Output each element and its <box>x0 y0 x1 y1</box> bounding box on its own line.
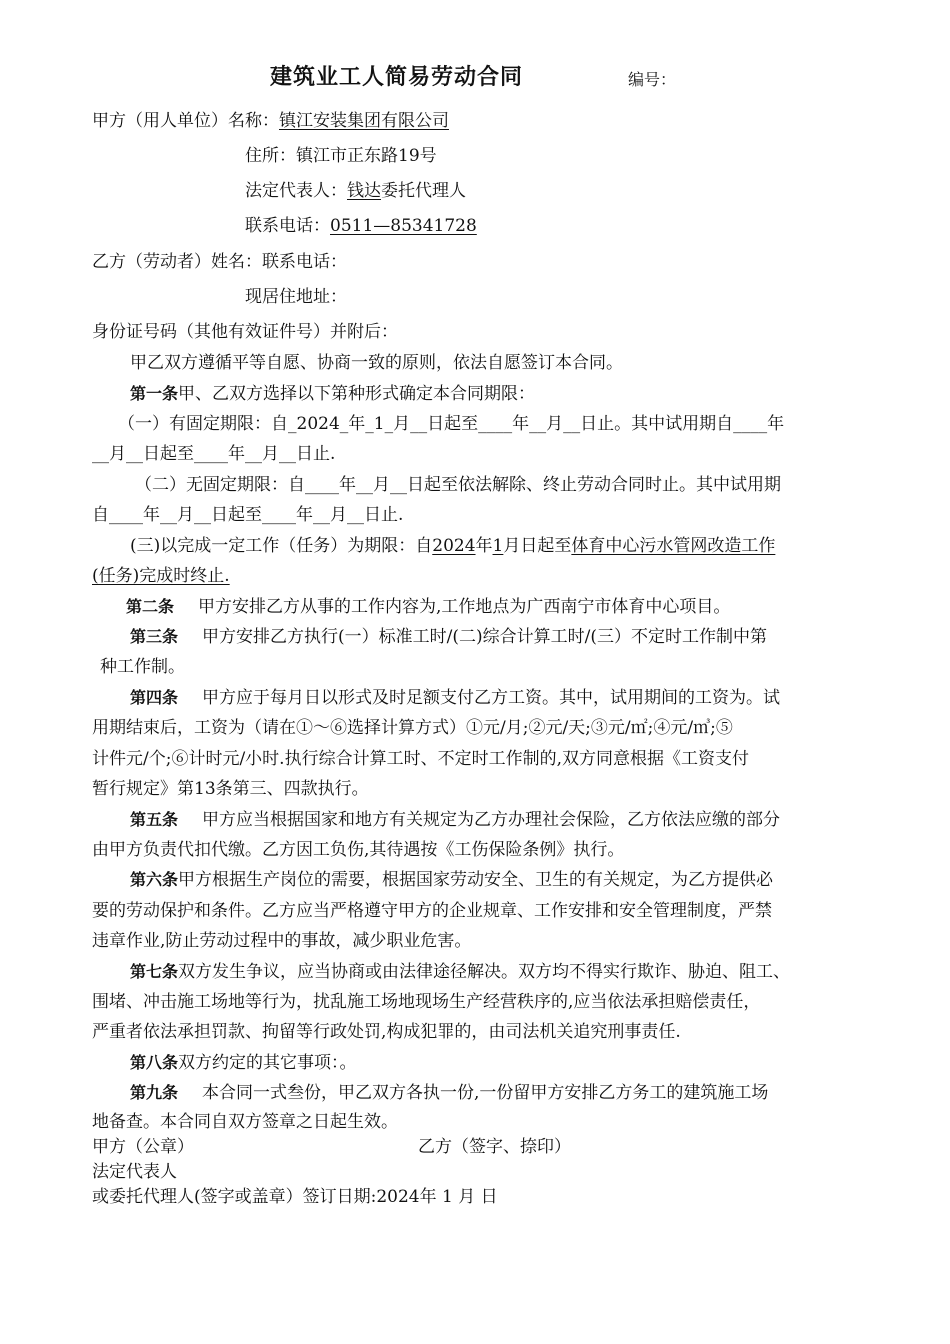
party-a-rep-label: 法定代表人： <box>245 181 347 201</box>
article-1-text: 甲、乙双方选择以下第种形式确定本合同期限： <box>178 384 536 404</box>
article-3-line-2: 种工作制。 <box>100 657 185 677</box>
option-3-task: 体育中心污水管网改造工作 <box>571 536 776 556</box>
article-1 <box>130 383 535 405</box>
article-1-option-3-line-2: (任务)完成时终止. <box>92 566 230 586</box>
party-a-rep-line <box>245 180 466 202</box>
article-1-option-1-line-1: （一）有固定期限：自_2024_年_1_月__日起至____年__月__日止。其中试用期自____年 <box>118 414 785 434</box>
party-b-id-line: 身份证号码（其他有效证件号）并附后： <box>92 322 398 342</box>
article-9-line-1 <box>130 1082 768 1104</box>
article-7-line-1 <box>130 961 790 983</box>
article-7-line-2: 围堵、冲击施工场地等行为，扰乱施工场地现场生产经营秩序的,应当依法承担赔偿责任， <box>92 992 761 1012</box>
party-a-phone-line <box>245 215 477 237</box>
party-b-name-line: 乙方（劳动者）姓名：联系电话： <box>92 252 347 272</box>
party-a-phone-label: 联系电话： <box>245 216 330 236</box>
option-3-year: 2024 <box>432 536 476 556</box>
legal-rep-sign-label: 法定代表人 <box>92 1162 177 1182</box>
article-8-text: 双方约定的其它事项：。 <box>178 1053 357 1073</box>
party-a-address-line <box>245 145 437 167</box>
article-4-text: 甲方应于每月日以形式及时足额支付乙方工资。其中，试用期间的工资为。试 <box>202 688 781 708</box>
article-9-heading: 第九条 <box>130 1083 179 1102</box>
article-7-line-3: 严重者依法承担罚款、拘留等行政处罚,构成犯罪的，由司法机关追究刑事责任. <box>92 1022 681 1042</box>
article-1-heading: 第一条 <box>130 384 179 403</box>
contract-number-label: 编号： <box>628 70 677 89</box>
party-a-name-label: 甲方（用人单位）名称： <box>92 111 279 131</box>
option-3-month: 1 <box>492 536 504 556</box>
party-a-seal-label: 甲方（公章） <box>92 1137 194 1157</box>
article-4-line-2: 用期结束后，工资为（请在①～⑥选择计算方式）①元/月;②元/天;③元/㎡;④元/㎥;⑤ <box>92 718 733 738</box>
article-4-line-3: 计件元/个;⑥计时元/小时.执行综合计算工时、不定时工作制的,双方同意根据《工资支付 <box>92 749 749 769</box>
article-3-text: 甲方安排乙方执行(一）标准工时/(二)综合计算工时/(三）不定时工作制中第 <box>202 627 767 647</box>
agent-sign-date-line: 或委托代理人(签字或盖章）签订日期:2024年 1 月 日 <box>92 1187 498 1207</box>
article-7-text: 双方发生争议，应当协商或由法律途径解决。双方均不得实行欺诈、胁迫、阻工、 <box>178 962 791 982</box>
party-a-agent-label: 委托代理人 <box>381 181 466 201</box>
article-5-line-2: 由甲方负责代扣代缴。乙方因工负伤,其待遇按《工伤保险条例》执行。 <box>92 840 625 860</box>
article-9-text: 本合同一式叁份，甲乙双方各执一份,一份留甲方安排乙方务工的建筑施工场 <box>202 1083 769 1103</box>
party-a-rep-value: 钱达 <box>347 181 381 201</box>
article-6-line-1 <box>130 869 773 891</box>
article-5-line-1 <box>130 809 780 831</box>
article-5-text: 甲方应当根据国家和地方有关规定为乙方办理社会保险，乙方依法应缴的部分 <box>202 810 781 830</box>
article-2-heading: 第二条 <box>126 597 175 616</box>
article-6-heading: 第六条 <box>130 870 179 889</box>
option-3-prefix: (三)以完成一定工作（任务）为期限：自 <box>130 536 433 556</box>
article-6-line-3: 违章作业,防止劳动过程中的事故，减少职业危害。 <box>92 931 472 951</box>
article-8 <box>130 1052 357 1074</box>
article-6-text: 甲方根据生产岗位的需要，根据国家劳动安全、卫生的有关规定，为乙方提供必 <box>178 870 774 890</box>
party-b-sign-label: 乙方（签字、捺印） <box>418 1137 571 1157</box>
article-8-heading: 第八条 <box>130 1053 179 1072</box>
article-1-option-1-line-2: __月__日起至____年__月__日止. <box>92 444 336 464</box>
article-1-option-2-line-1: （二）无固定期限：自____年__月__日起至依法解除、终止劳动合同时止。其中试用期 <box>135 475 781 495</box>
article-1-option-2-line-2: 自____年__月__日起至____年__月__日止. <box>92 505 404 525</box>
article-2 <box>126 596 730 618</box>
party-a-address-value: 镇江市正东路19号 <box>296 146 437 166</box>
article-9-line-2: 地备查。本合同自双方签章之日起生效。 <box>92 1112 398 1132</box>
article-1-option-3-line-1 <box>130 535 775 557</box>
article-4-line-1 <box>130 687 780 709</box>
article-5-heading: 第五条 <box>130 810 179 829</box>
intro-paragraph: 甲乙双方遵循平等自愿、协商一致的原则，依法自愿签订本合同。 <box>130 353 623 373</box>
party-a-name-line <box>92 110 449 132</box>
article-3-heading: 第三条 <box>130 627 179 646</box>
party-b-residence-line: 现居住地址： <box>245 287 347 307</box>
article-3-line-1 <box>130 626 767 648</box>
article-7-heading: 第七条 <box>130 962 179 981</box>
party-a-name-value: 镇江安装集团有限公司 <box>279 111 449 131</box>
option-3-mid: 月日起至 <box>503 536 572 556</box>
article-4-line-4: 暂行规定》第13条第三、四款执行。 <box>92 779 369 799</box>
option-3-year-unit: 年 <box>475 536 493 556</box>
article-2-text: 甲方安排乙方从事的工作内容为,工作地点为广西南宁市体育中心项目。 <box>198 597 731 617</box>
contract-title: 建筑业工人简易劳动合同 <box>270 65 524 90</box>
article-4-heading: 第四条 <box>130 688 179 707</box>
party-a-phone-value: 0511—85341728 <box>330 216 477 236</box>
article-6-line-2: 要的劳动保护和条件。乙方应当严格遵守甲方的企业规章、工作安排和安全管理制度，严禁 <box>92 901 772 921</box>
party-a-address-label: 住所： <box>245 146 296 166</box>
